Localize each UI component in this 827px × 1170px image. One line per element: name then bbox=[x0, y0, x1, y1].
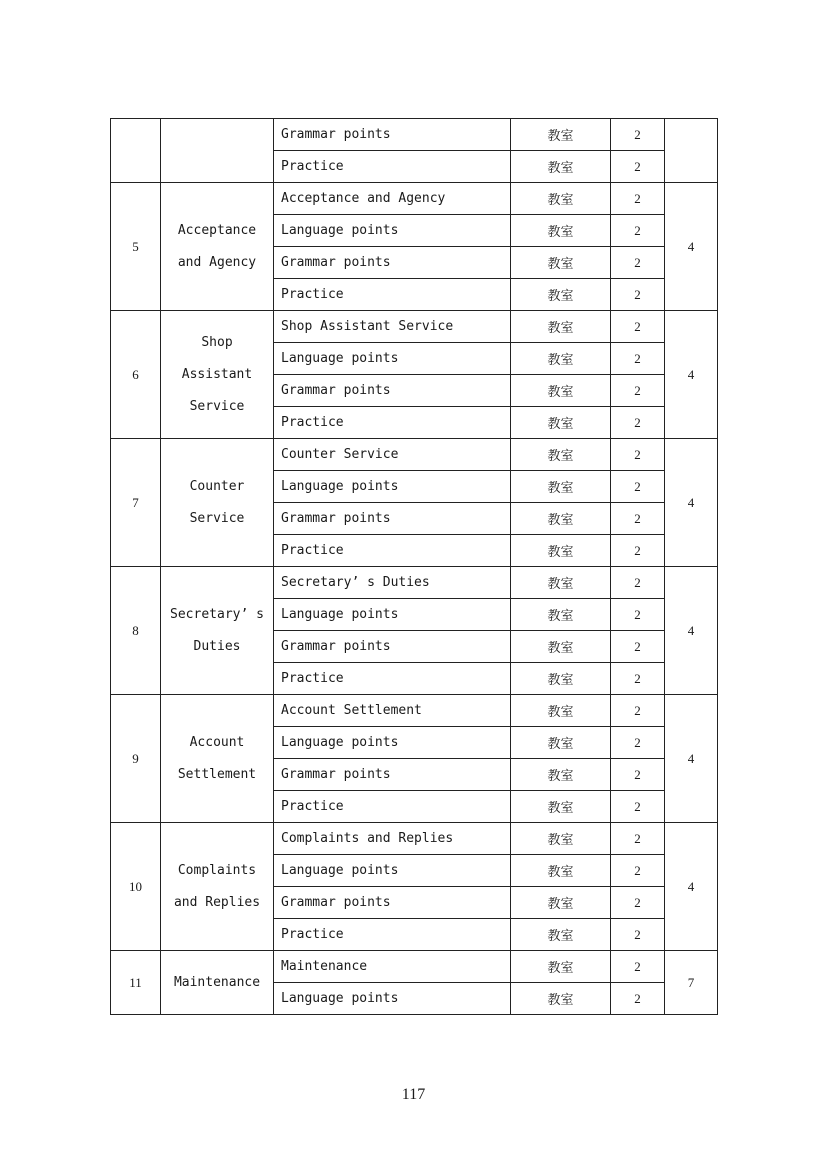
table-row bbox=[111, 695, 718, 727]
table-row bbox=[111, 951, 718, 983]
lesson-number-cell: 8 bbox=[111, 567, 161, 695]
hours-cell: 2 bbox=[611, 247, 665, 279]
unit-title-cell bbox=[161, 183, 274, 311]
total-hours-cell: 4 bbox=[665, 439, 718, 567]
location-cell: 教室 bbox=[511, 695, 611, 727]
lesson-number-cell: 9 bbox=[111, 695, 161, 823]
content-cell: Language points bbox=[274, 727, 511, 759]
hours-cell: 2 bbox=[611, 439, 665, 471]
content-cell: Language points bbox=[274, 343, 511, 375]
hours-cell: 2 bbox=[611, 887, 665, 919]
content-cell: Practice bbox=[274, 151, 511, 183]
unit-title-cell bbox=[161, 951, 274, 1015]
unit-title-line: Shop bbox=[201, 334, 233, 350]
content-cell: Language points bbox=[274, 983, 511, 1015]
lesson-number-cell: 7 bbox=[111, 439, 161, 567]
unit-title-line: Duties bbox=[193, 638, 241, 654]
content-cell: Secretary’ s Duties bbox=[274, 567, 511, 599]
hours-cell: 2 bbox=[611, 279, 665, 311]
location-cell: 教室 bbox=[511, 951, 611, 983]
unit-title-line: and Replies bbox=[173, 894, 261, 910]
hours-cell: 2 bbox=[611, 311, 665, 343]
hours-cell: 2 bbox=[611, 151, 665, 183]
hours-cell: 2 bbox=[611, 375, 665, 407]
content-cell: Grammar points bbox=[274, 759, 511, 791]
lesson-number-cell: 6 bbox=[111, 311, 161, 439]
lesson-number-cell: 11 bbox=[111, 951, 161, 1015]
total-hours-cell: 4 bbox=[665, 567, 718, 695]
location-cell: 教室 bbox=[511, 215, 611, 247]
location-cell: 教室 bbox=[511, 535, 611, 567]
unit-title-line: Assistant bbox=[181, 366, 253, 382]
hours-cell: 2 bbox=[611, 119, 665, 151]
location-cell: 教室 bbox=[511, 375, 611, 407]
hours-cell: 2 bbox=[611, 759, 665, 791]
unit-title-line: and Agency bbox=[177, 254, 257, 270]
total-hours-cell: 7 bbox=[665, 951, 718, 1015]
content-cell: Grammar points bbox=[274, 247, 511, 279]
content-cell: Practice bbox=[274, 791, 511, 823]
hours-cell: 2 bbox=[611, 983, 665, 1015]
hours-cell: 2 bbox=[611, 791, 665, 823]
hours-cell: 2 bbox=[611, 183, 665, 215]
location-cell: 教室 bbox=[511, 759, 611, 791]
total-hours-cell bbox=[665, 119, 718, 183]
content-cell: Practice bbox=[274, 535, 511, 567]
unit-title-cell bbox=[161, 823, 274, 951]
content-cell: Practice bbox=[274, 279, 511, 311]
location-cell: 教室 bbox=[511, 599, 611, 631]
hours-cell: 2 bbox=[611, 535, 665, 567]
total-hours-cell: 4 bbox=[665, 695, 718, 823]
hours-cell: 2 bbox=[611, 695, 665, 727]
unit-title-line: Acceptance bbox=[177, 222, 257, 238]
location-cell: 教室 bbox=[511, 983, 611, 1015]
content-cell: Grammar points bbox=[274, 631, 511, 663]
hours-cell: 2 bbox=[611, 855, 665, 887]
hours-cell: 2 bbox=[611, 823, 665, 855]
location-cell: 教室 bbox=[511, 791, 611, 823]
content-cell: Practice bbox=[274, 407, 511, 439]
location-cell: 教室 bbox=[511, 855, 611, 887]
table-body bbox=[111, 119, 718, 1015]
unit-title-line: Secretary’ s bbox=[170, 606, 264, 622]
unit-title-line: Counter bbox=[189, 478, 245, 494]
content-cell: Complaints and Replies bbox=[274, 823, 511, 855]
hours-cell: 2 bbox=[611, 919, 665, 951]
content-cell: Grammar points bbox=[274, 887, 511, 919]
unit-title-cell bbox=[161, 439, 274, 567]
lesson-number-cell bbox=[111, 119, 161, 183]
location-cell: 教室 bbox=[511, 919, 611, 951]
hours-cell: 2 bbox=[611, 599, 665, 631]
location-cell: 教室 bbox=[511, 343, 611, 375]
location-cell: 教室 bbox=[511, 279, 611, 311]
course-schedule-table bbox=[110, 118, 718, 1015]
content-cell: Shop Assistant Service bbox=[274, 311, 511, 343]
location-cell: 教室 bbox=[511, 471, 611, 503]
hours-cell: 2 bbox=[611, 951, 665, 983]
unit-title-line: Settlement bbox=[177, 766, 257, 782]
unit-title-line: Complaints bbox=[177, 862, 257, 878]
content-cell: Acceptance and Agency bbox=[274, 183, 511, 215]
content-cell: Language points bbox=[274, 215, 511, 247]
content-cell: Practice bbox=[274, 919, 511, 951]
location-cell: 教室 bbox=[511, 823, 611, 855]
total-hours-cell: 4 bbox=[665, 823, 718, 951]
hours-cell: 2 bbox=[611, 471, 665, 503]
lesson-number-cell: 10 bbox=[111, 823, 161, 951]
unit-title-line: Maintenance bbox=[173, 974, 261, 990]
unit-title-cell bbox=[161, 119, 274, 183]
hours-cell: 2 bbox=[611, 503, 665, 535]
unit-title-line: Service bbox=[189, 398, 245, 414]
hours-cell: 2 bbox=[611, 727, 665, 759]
location-cell: 教室 bbox=[511, 663, 611, 695]
hours-cell: 2 bbox=[611, 567, 665, 599]
hours-cell: 2 bbox=[611, 631, 665, 663]
total-hours-cell: 4 bbox=[665, 311, 718, 439]
hours-cell: 2 bbox=[611, 663, 665, 695]
content-cell: Account Settlement bbox=[274, 695, 511, 727]
unit-title-line: Service bbox=[189, 510, 245, 526]
content-cell: Language points bbox=[274, 471, 511, 503]
page-number: 117 bbox=[401, 1086, 426, 1103]
content-cell: Maintenance bbox=[274, 951, 511, 983]
location-cell: 教室 bbox=[511, 631, 611, 663]
content-cell: Grammar points bbox=[274, 375, 511, 407]
hours-cell: 2 bbox=[611, 215, 665, 247]
table-row bbox=[111, 823, 718, 855]
location-cell: 教室 bbox=[511, 151, 611, 183]
location-cell: 教室 bbox=[511, 567, 611, 599]
location-cell: 教室 bbox=[511, 407, 611, 439]
location-cell: 教室 bbox=[511, 727, 611, 759]
location-cell: 教室 bbox=[511, 247, 611, 279]
hours-cell: 2 bbox=[611, 407, 665, 439]
unit-title-cell bbox=[161, 567, 274, 695]
table-row bbox=[111, 439, 718, 471]
content-cell: Grammar points bbox=[274, 119, 511, 151]
table-row bbox=[111, 183, 718, 215]
location-cell: 教室 bbox=[511, 119, 611, 151]
content-cell: Language points bbox=[274, 855, 511, 887]
unit-title-cell bbox=[161, 695, 274, 823]
content-cell: Practice bbox=[274, 663, 511, 695]
hours-cell: 2 bbox=[611, 343, 665, 375]
lesson-number-cell: 5 bbox=[111, 183, 161, 311]
table-row bbox=[111, 567, 718, 599]
location-cell: 教室 bbox=[511, 887, 611, 919]
location-cell: 教室 bbox=[511, 503, 611, 535]
content-cell: Counter Service bbox=[274, 439, 511, 471]
location-cell: 教室 bbox=[511, 439, 611, 471]
table-row bbox=[111, 311, 718, 343]
total-hours-cell: 4 bbox=[665, 183, 718, 311]
unit-title-line: Account bbox=[189, 734, 245, 750]
location-cell: 教室 bbox=[511, 311, 611, 343]
content-cell: Grammar points bbox=[274, 503, 511, 535]
unit-title-cell bbox=[161, 311, 274, 439]
location-cell: 教室 bbox=[511, 183, 611, 215]
content-cell: Language points bbox=[274, 599, 511, 631]
table-row bbox=[111, 119, 718, 151]
